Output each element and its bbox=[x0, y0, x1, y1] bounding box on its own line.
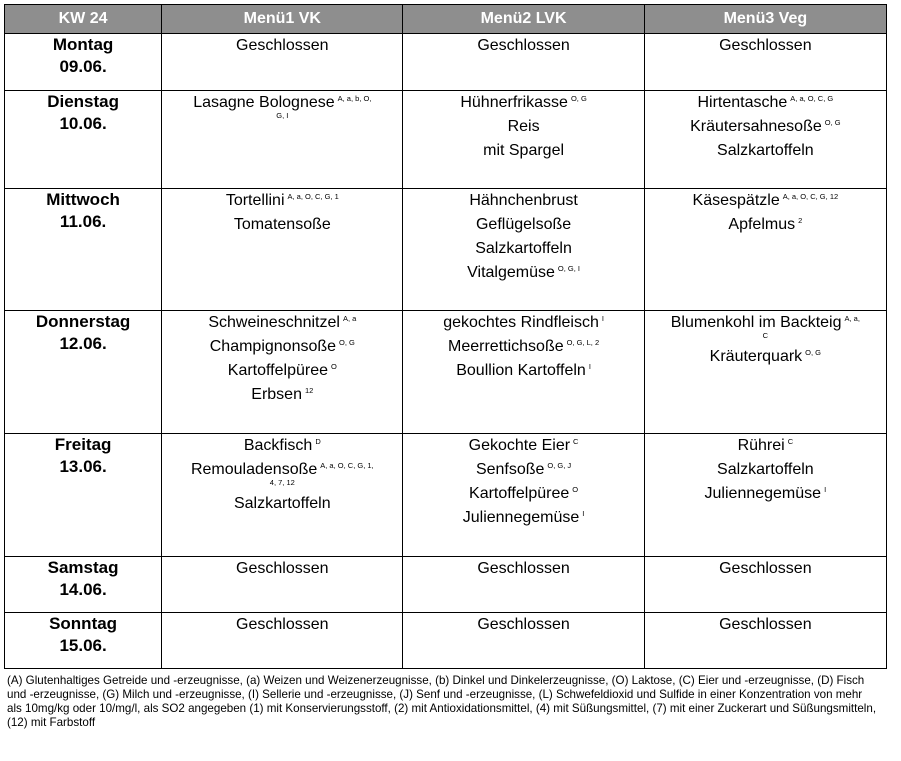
allergen-codes: O, G, I bbox=[557, 264, 580, 273]
dish-item bbox=[162, 557, 402, 581]
day-name: Freitag bbox=[54, 435, 112, 454]
day-name: Samstag bbox=[47, 558, 119, 577]
dish-item bbox=[645, 213, 886, 237]
header-row bbox=[5, 5, 887, 34]
allergen-codes: 2 bbox=[798, 216, 803, 225]
day-cell bbox=[5, 91, 162, 189]
day-date: 11.06. bbox=[59, 212, 107, 231]
allergen-codes: A, a bbox=[342, 314, 357, 323]
dish-name: Reis bbox=[507, 118, 540, 135]
day-row bbox=[5, 189, 887, 311]
dish-item bbox=[403, 359, 643, 383]
dish-name: Kräutersahnesoße bbox=[690, 118, 822, 135]
day-cell bbox=[5, 189, 162, 311]
dish-name: Rührei bbox=[737, 437, 785, 454]
allergen-codes: O, G, J bbox=[547, 461, 572, 470]
allergen-codes: O bbox=[572, 485, 579, 494]
day-date: 13.06. bbox=[59, 457, 107, 476]
day-row bbox=[5, 613, 887, 669]
dish-name: Geschlossen bbox=[477, 560, 570, 577]
dish-item bbox=[403, 335, 643, 359]
menu1-cell bbox=[162, 434, 403, 557]
dish-name: Senfsoße bbox=[475, 461, 545, 478]
day-date: 15.06. bbox=[59, 636, 107, 655]
day-row bbox=[5, 34, 887, 91]
day-name: Montag bbox=[52, 35, 114, 54]
dish-item bbox=[162, 189, 402, 213]
dish-name: Geschlossen bbox=[477, 616, 570, 633]
dish-name: Erbsen bbox=[251, 386, 302, 403]
allergen-codes: A, a, b, O, bbox=[337, 94, 372, 103]
allergen-codes: A, a, O, C, G, 12 bbox=[782, 192, 839, 201]
menu1-cell bbox=[162, 91, 403, 189]
menu2-cell bbox=[403, 34, 644, 91]
dish-name: Gekochte Eier bbox=[468, 437, 571, 454]
allergen-codes: O, G, L, 2 bbox=[566, 338, 600, 347]
dish-name: Tomatensoße bbox=[233, 216, 331, 233]
dish-name: Geschlossen bbox=[719, 616, 812, 633]
menu3-cell bbox=[644, 34, 886, 91]
dish-name: Tortellini bbox=[225, 192, 285, 209]
menu3-cell bbox=[644, 311, 886, 434]
dish-name: Boullion Kartoffeln bbox=[456, 362, 586, 379]
menu3-cell bbox=[644, 91, 886, 189]
dish-name: Käsespätzle bbox=[692, 192, 780, 209]
day-name: Mittwoch bbox=[46, 190, 120, 209]
day-cell bbox=[5, 613, 162, 669]
dish-name: Lasagne Bolognese bbox=[193, 94, 335, 111]
dish-item bbox=[403, 261, 643, 285]
dish-item bbox=[403, 613, 643, 637]
dish-item bbox=[162, 613, 402, 637]
dish-name: Hähnchenbrust bbox=[469, 192, 578, 209]
dish-name: Kartoffelpüree bbox=[227, 362, 328, 379]
menu1-cell bbox=[162, 557, 403, 613]
dish-name: Schweineschnitzel bbox=[208, 314, 340, 331]
dish-name: Geflügelsoße bbox=[475, 216, 572, 233]
allergen-legend: (A) Glutenhaltiges Getreide und -erzeugnisse, (a) Weizen und Weizenerzeugnisse, (b) Dinkel und Dinkelerzeugnisse, (O) Laktose, (C) Eier und -erzeugnisse, (D) Fisch und -erzeugnisse, (G) Milch und -erzeugnisse, (I) Sellerie und -erzeugnisse, (J) Senf und -erzeugnisse, (L) Schwefeldioxid und Sulfide in einer Konzentration von mehr als 10mg/kg oder 10/mg/l, als SO2 angegeben (1) mit Konservierungsstoff, (2) mit Antioxidationsmittel, (4) mit Süßungsmittel, (7) mit einer Zuckerart und Süßungsmitteln, (12) mit Farbstoff bbox=[7, 674, 877, 729]
dish-name: Geschlossen bbox=[236, 616, 329, 633]
dish-item bbox=[403, 434, 643, 458]
dish-item bbox=[645, 139, 886, 163]
dish-item bbox=[645, 613, 886, 637]
dish-item bbox=[403, 237, 643, 261]
allergen-codes: I bbox=[601, 314, 604, 323]
dish-item bbox=[403, 506, 643, 530]
day-row bbox=[5, 557, 887, 613]
dish-item bbox=[162, 213, 402, 237]
dish-item bbox=[645, 311, 886, 340]
day-date: 14.06. bbox=[59, 580, 107, 599]
dish-name: Apfelmus bbox=[728, 216, 796, 233]
dish-name: Champignonsoße bbox=[209, 338, 337, 355]
menu2-cell bbox=[403, 557, 644, 613]
dish-item bbox=[403, 311, 643, 335]
day-row bbox=[5, 311, 887, 434]
menu1-cell bbox=[162, 34, 403, 91]
allergen-codes: A, a, O, C, G, 1 bbox=[287, 192, 339, 201]
allergen-codes: O, G bbox=[805, 348, 822, 357]
dish-item bbox=[403, 458, 643, 482]
dish-item bbox=[403, 189, 643, 213]
allergen-codes: I bbox=[824, 485, 827, 494]
dish-item bbox=[645, 458, 886, 482]
menu1-cell bbox=[162, 613, 403, 669]
dish-item bbox=[162, 34, 402, 58]
day-row bbox=[5, 434, 887, 557]
allergen-codes: O bbox=[330, 362, 337, 371]
allergen-codes: O, G bbox=[339, 338, 355, 347]
day-cell bbox=[5, 311, 162, 434]
dish-name: mit Spargel bbox=[483, 142, 565, 159]
dish-name: Salzkartoffeln bbox=[233, 495, 331, 512]
allergen-codes: A, a, O, C, G bbox=[790, 94, 834, 103]
menu2-cell bbox=[403, 189, 644, 311]
day-date: 09.06. bbox=[59, 57, 107, 76]
dish-name: Salzkartoffeln bbox=[717, 142, 814, 159]
dish-item bbox=[645, 189, 886, 213]
dish-name: Blumenkohl im Backteig bbox=[670, 314, 842, 331]
menu3-cell bbox=[644, 557, 886, 613]
day-row bbox=[5, 91, 887, 189]
dish-item bbox=[403, 213, 643, 237]
day-name: Dienstag bbox=[47, 92, 119, 111]
allergen-codes: O, G bbox=[570, 94, 587, 103]
day-name: Sonntag bbox=[49, 614, 118, 633]
day-date: 10.06. bbox=[59, 114, 107, 133]
dish-name: Geschlossen bbox=[236, 560, 329, 577]
dish-name: Salzkartoffeln bbox=[717, 461, 814, 478]
menu1-header: Menü1 VK bbox=[162, 5, 403, 34]
dish-name: Remouladensoße bbox=[190, 461, 318, 478]
dish-item bbox=[162, 335, 402, 359]
allergen-codes-continued: C bbox=[762, 331, 769, 340]
dish-name: Geschlossen bbox=[719, 37, 812, 54]
dish-name: Juliennegemüse bbox=[704, 485, 822, 502]
allergen-codes: A, a, O, C, G, 1, bbox=[320, 461, 374, 470]
allergen-codes: I bbox=[582, 509, 585, 518]
weekly-menu-table bbox=[4, 4, 887, 669]
dish-item bbox=[645, 345, 886, 369]
dish-name: Hirtentasche bbox=[697, 94, 788, 111]
dish-name: Geschlossen bbox=[236, 37, 329, 54]
dish-name: Vitalgemüse bbox=[467, 264, 555, 281]
menu2-header: Menü2 LVK bbox=[403, 5, 644, 34]
dish-item bbox=[162, 492, 402, 516]
dish-item bbox=[403, 34, 643, 58]
day-cell bbox=[5, 434, 162, 557]
day-name: Donnerstag bbox=[35, 312, 131, 331]
dish-name: Geschlossen bbox=[719, 560, 812, 577]
dish-item bbox=[645, 557, 886, 581]
dish-name: gekochtes Rindfleisch bbox=[443, 314, 599, 331]
menu3-cell bbox=[644, 189, 886, 311]
dish-item bbox=[162, 383, 402, 407]
allergen-codes: O, G bbox=[824, 118, 841, 127]
dish-item bbox=[645, 115, 886, 139]
dish-name: Meerrettichsoße bbox=[448, 338, 564, 355]
day-cell bbox=[5, 34, 162, 91]
dish-item bbox=[162, 91, 402, 120]
menu2-cell bbox=[403, 311, 644, 434]
dish-item bbox=[645, 434, 886, 458]
dish-item bbox=[162, 311, 402, 335]
menu2-cell bbox=[403, 91, 644, 189]
menu3-cell bbox=[644, 613, 886, 669]
menu3-header: Menü3 Veg bbox=[644, 5, 886, 34]
dish-name: Salzkartoffeln bbox=[475, 240, 572, 257]
allergen-codes: A, a, bbox=[844, 314, 860, 323]
allergen-codes: I bbox=[588, 362, 591, 371]
dish-item bbox=[645, 482, 886, 506]
dish-name: Kräuterquark bbox=[709, 348, 803, 365]
dish-name: Hühnerfrikasse bbox=[460, 94, 568, 111]
dish-item bbox=[162, 434, 402, 458]
dish-name: Kartoffelpüree bbox=[469, 485, 570, 502]
dish-item bbox=[162, 359, 402, 383]
menu1-cell bbox=[162, 311, 403, 434]
allergen-codes-continued: 4, 7, 12 bbox=[269, 478, 295, 487]
dish-item bbox=[403, 91, 643, 115]
allergen-codes-continued: G, I bbox=[276, 111, 289, 120]
dish-item bbox=[645, 91, 886, 115]
allergen-codes: C bbox=[573, 437, 579, 446]
dish-item bbox=[645, 34, 886, 58]
dish-item bbox=[403, 139, 643, 163]
dish-name: Juliennegemüse bbox=[462, 509, 580, 526]
menu2-cell bbox=[403, 613, 644, 669]
menu3-cell bbox=[644, 434, 886, 557]
dish-item bbox=[162, 458, 402, 487]
week-header: KW 24 bbox=[5, 5, 162, 34]
menu2-cell bbox=[403, 434, 644, 557]
menu1-cell bbox=[162, 189, 403, 311]
day-date: 12.06. bbox=[59, 334, 107, 353]
allergen-codes: C bbox=[787, 437, 794, 446]
allergen-codes: 12 bbox=[304, 386, 314, 395]
allergen-codes: D bbox=[315, 437, 321, 446]
dish-item bbox=[403, 557, 643, 581]
dish-item bbox=[403, 482, 643, 506]
dish-item bbox=[403, 115, 643, 139]
dish-name: Geschlossen bbox=[477, 37, 570, 54]
dish-name: Backfisch bbox=[243, 437, 313, 454]
day-cell bbox=[5, 557, 162, 613]
